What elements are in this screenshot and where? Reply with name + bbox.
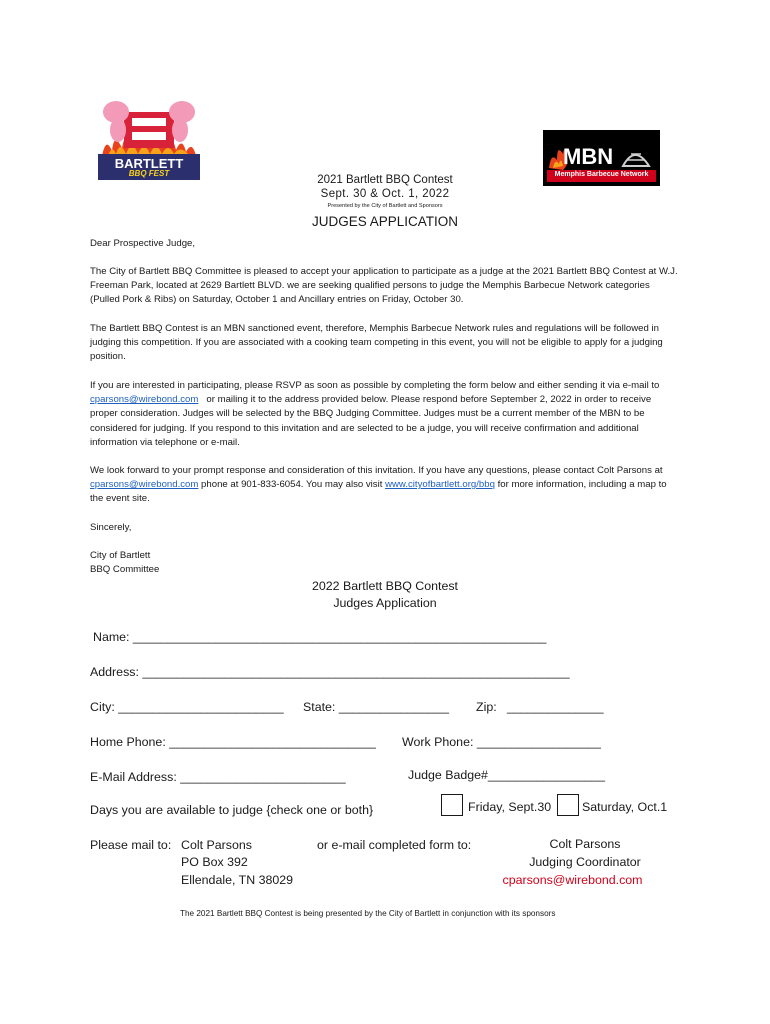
friday-label: Friday, Sept.30	[468, 800, 552, 814]
bartlett-bbq-fest-logo	[96, 96, 202, 182]
letter-paragraph-4-text-b: phone at 901-833-6054. You may also visit	[198, 479, 386, 491]
letter-paragraph-3	[90, 379, 680, 450]
closing: Sincerely,	[90, 522, 132, 533]
email-form-label: or e-mail completed form to:	[317, 838, 472, 852]
email-link-2[interactable]: cparsons@wirebond.com	[90, 479, 199, 491]
city-field[interactable]: City: ________________________	[90, 700, 284, 714]
website-link[interactable]: www.cityofbartlett.org/bbq	[385, 479, 495, 491]
mbn-logo-text: MBN	[563, 144, 614, 169]
email-address-field[interactable]: E-Mail Address: ________________________	[90, 770, 346, 784]
signature-line-2: BBQ Committee	[90, 564, 160, 575]
state-field[interactable]: State: ________________	[303, 700, 450, 714]
footer-note: The 2021 Bartlett BBQ Contest is being presented by the City of Bartlett in conjunction with its sponsors	[180, 909, 556, 918]
home-phone-field[interactable]: Home Phone: ______________________________	[90, 735, 376, 749]
email-link[interactable]: cparsons@wirebond.com	[90, 394, 199, 406]
mbn-logo-subtext: Memphis Barbecue Network	[554, 171, 649, 178]
saturday-label: Saturday, Oct.1	[582, 800, 668, 814]
zip-field[interactable]: Zip: ______________	[476, 700, 604, 714]
salutation: Dear Prospective Judge,	[90, 238, 196, 249]
letter-paragraph-3-text-a: If you are interested in participating, please RSVP as soon as possible by completing the form below and either sending it via e-mail to	[90, 380, 660, 391]
coordinator-email[interactable]: cparsons@wirebond.com	[502, 873, 643, 887]
page-title: JUDGES APPLICATION	[311, 214, 459, 229]
letter-paragraph-2: The Bartlett BBQ Contest is an MBN sanctioned event, therefore, Memphis Barbecue Network rules and regulations will be followed in judging this competition. If you are associated with a cooking team competing in this event, you will not be eligible to apply for a judging position.	[90, 323, 663, 363]
mail-city: Ellendale, TN 38029	[181, 873, 294, 887]
letter-paragraph-4-text-a: We look forward to your prompt response and consideration of this invitation. If you have any questions, please contact Colt Parsons at	[90, 465, 663, 476]
judge-badge-field[interactable]: Judge Badge#_________________	[408, 768, 606, 782]
name-field[interactable]: Name: ____________________________________________________________	[93, 630, 547, 644]
days-available-label: Days you are available to judge {check one or both}	[90, 803, 374, 817]
header-line1: 2021 Bartlett BBQ Contest	[317, 174, 453, 186]
friday-checkbox[interactable]	[441, 794, 463, 816]
letter-paragraph-4	[90, 464, 680, 507]
form-title-line2: Judges Application	[333, 596, 437, 610]
saturday-checkbox[interactable]	[557, 794, 579, 816]
header-line2: Sept. 30 & Oct. 1, 2022	[320, 188, 450, 200]
address-field[interactable]: Address: ______________________________________________________________	[90, 665, 570, 679]
mail-po-box: PO Box 392	[181, 855, 248, 869]
letter-paragraph-4-text-c: for more information, including a map to the event site.	[90, 479, 667, 505]
letter-paragraph-1: The City of Bartlett BBQ Committee is pleased to accept your application to participate as a judge at the 2021 Bartlett BBQ Contest at W.J. Freeman Park, located at 2629 Bartlett BLVD. we are seeking qualified persons to judge the Memphis Barbecue Network categories (Pulled Pork & Ribs) on Saturday, October 1 and Ancillary entries on Friday, October 30.	[90, 266, 678, 306]
work-phone-field[interactable]: Work Phone: __________________	[402, 735, 601, 749]
mbn-logo	[543, 130, 660, 186]
coordinator-title: Judging Coordinator	[529, 855, 641, 869]
header-presented: Presented by the City of Bartlett and Sponsors	[327, 203, 443, 209]
mail-label: Please mail to:	[90, 838, 172, 852]
coordinator-name: Colt Parsons	[549, 837, 621, 851]
signature-line-1: City of Bartlett	[90, 550, 151, 561]
form-title-line1: 2022 Bartlett BBQ Contest	[311, 579, 458, 593]
bbq-fest-logo-text: BBQ FEST	[128, 169, 170, 178]
mail-name: Colt Parsons	[181, 838, 252, 852]
bartlett-logo-text: BARTLETT	[114, 156, 184, 171]
letter-paragraph-3-text-b: or mailing it to the address provided below. Please respond before September 2, 2022 in order to receive proper consideration. Judges will be selected by the BBQ Judging Committee. Judges must be a current member of the MBN to be considered for judging. If you respond to this invitation and are selected to be a judge, you will receive confirmation and additional information via telephone or e-mail.	[90, 394, 654, 448]
